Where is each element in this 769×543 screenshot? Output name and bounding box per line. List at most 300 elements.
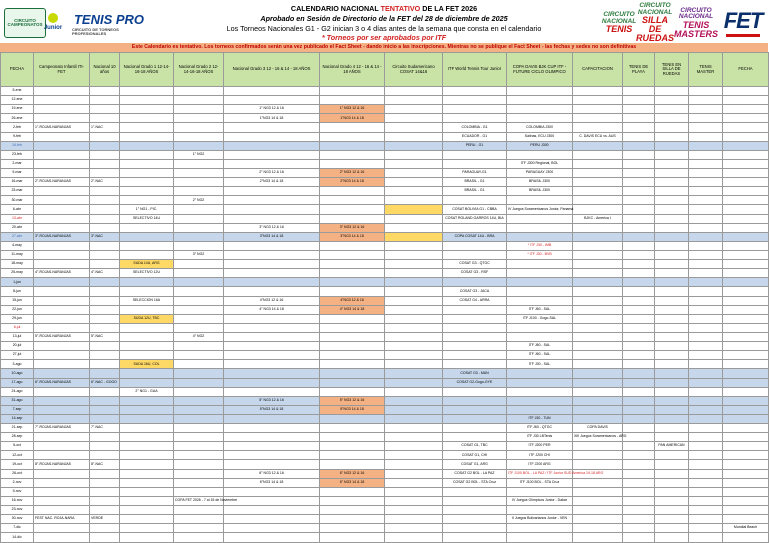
table-cell xyxy=(623,414,655,423)
table-cell xyxy=(385,332,443,341)
table-cell xyxy=(623,387,655,396)
table-row xyxy=(1,323,769,332)
table-cell xyxy=(34,506,90,515)
table-cell xyxy=(507,533,573,543)
calendar-title: CALENDARIO NACIONAL TENTATIVO DE LA FET 2026 xyxy=(290,4,478,13)
table-cell xyxy=(655,187,689,196)
table-cell xyxy=(655,387,689,396)
table-cell xyxy=(90,241,120,250)
table-cell xyxy=(90,469,120,478)
table-cell xyxy=(320,515,385,524)
table-cell xyxy=(573,524,623,533)
table-cell xyxy=(443,433,507,442)
tennis-ball-icon xyxy=(48,13,58,23)
table-cell: 4°-NAC xyxy=(90,269,120,278)
table-cell: 3° NG3 12 & 16 xyxy=(224,223,320,232)
table-cell xyxy=(174,524,224,533)
table-cell xyxy=(507,232,573,241)
table-cell xyxy=(723,360,769,369)
table-row xyxy=(1,387,769,396)
table-cell xyxy=(573,278,623,287)
table-cell: 1°-NAC xyxy=(90,123,120,132)
column-header: Nacional 10 años xyxy=(90,53,120,87)
table-cell: COSAT G1, TBC xyxy=(443,442,507,451)
table-cell xyxy=(623,451,655,460)
table-cell xyxy=(224,378,320,387)
table-cell xyxy=(120,524,174,533)
tenis-masters-logo: CIRCUITO NACIONAL TENIS MASTERS xyxy=(674,6,719,39)
table-cell: 2°NG3 14 & 18 xyxy=(224,178,320,187)
table-row xyxy=(1,496,769,505)
table-cell xyxy=(385,250,443,259)
approval-line: Aprobado en Sesión de Directorio de la FET del 28 de diciembre de 2025 xyxy=(260,14,508,23)
table-cell xyxy=(120,451,174,460)
table-cell xyxy=(224,442,320,451)
table-cell xyxy=(120,87,174,96)
table-cell xyxy=(443,414,507,423)
table-cell xyxy=(689,123,723,132)
table-cell xyxy=(623,305,655,314)
table-cell xyxy=(224,159,320,168)
table-cell xyxy=(689,250,723,259)
table-cell xyxy=(655,296,689,305)
table-cell: 24-ago xyxy=(1,387,34,396)
table-cell: 7°-ROJAS-NARANJAS xyxy=(34,424,90,433)
table-cell xyxy=(90,314,120,323)
table-row xyxy=(1,533,769,543)
table-cell xyxy=(385,287,443,296)
column-header: ITF World Tennis Tour Junior xyxy=(443,53,507,87)
table-cell xyxy=(507,378,573,387)
table-cell: 2-mar xyxy=(1,159,34,168)
table-cell xyxy=(573,141,623,150)
table-cell xyxy=(655,496,689,505)
table-cell xyxy=(507,369,573,378)
table-row xyxy=(1,178,769,187)
table-cell xyxy=(385,187,443,196)
table-cell: 4° NG3 14 & 18 xyxy=(320,305,385,314)
table-row xyxy=(1,269,769,278)
table-cell xyxy=(623,214,655,223)
table-cell xyxy=(224,433,320,442)
table-cell xyxy=(507,323,573,332)
table-cell xyxy=(507,96,573,105)
table-cell xyxy=(224,515,320,524)
table-cell xyxy=(90,159,120,168)
table-cell xyxy=(623,96,655,105)
table-cell xyxy=(120,396,174,405)
table-cell xyxy=(507,269,573,278)
table-cell xyxy=(224,424,320,433)
table-cell xyxy=(385,378,443,387)
table-cell xyxy=(655,178,689,187)
table-cell xyxy=(573,378,623,387)
table-cell xyxy=(385,433,443,442)
table-cell: Mundial Beach xyxy=(723,524,769,533)
table-cell xyxy=(120,223,174,232)
table-cell xyxy=(120,141,174,150)
table-cell xyxy=(385,96,443,105)
table-cell xyxy=(174,123,224,132)
table-cell xyxy=(723,114,769,123)
table-cell xyxy=(320,387,385,396)
table-cell xyxy=(573,250,623,259)
table-cell xyxy=(224,369,320,378)
table-cell xyxy=(174,168,224,177)
table-cell xyxy=(120,460,174,469)
table-cell xyxy=(573,414,623,423)
table-cell xyxy=(655,114,689,123)
table-cell xyxy=(174,314,224,323)
table-cell xyxy=(689,360,723,369)
table-cell xyxy=(623,269,655,278)
table-cell: 6-jul xyxy=(1,323,34,332)
table-cell xyxy=(224,241,320,250)
table-cell: 13-jul xyxy=(1,332,34,341)
table-row xyxy=(1,342,769,351)
table-cell: COLOMBIA - G1 xyxy=(443,123,507,132)
table-cell xyxy=(623,105,655,114)
table-cell: COSAT G2 BOL - STA Cruz xyxy=(443,478,507,487)
table-cell xyxy=(655,132,689,141)
table-cell xyxy=(723,414,769,423)
table-cell xyxy=(689,205,723,214)
table-cell xyxy=(34,132,90,141)
table-cell xyxy=(723,132,769,141)
table-cell xyxy=(224,460,320,469)
table-cell xyxy=(90,214,120,223)
table-cell xyxy=(34,414,90,423)
table-cell xyxy=(655,159,689,168)
table-row xyxy=(1,451,769,460)
table-cell xyxy=(34,451,90,460)
table-cell xyxy=(90,369,120,378)
table-cell xyxy=(655,96,689,105)
table-cell xyxy=(689,287,723,296)
table-cell xyxy=(224,533,320,543)
table-cell xyxy=(507,487,573,496)
table-cell xyxy=(573,178,623,187)
table-cell xyxy=(120,478,174,487)
table-cell xyxy=(623,159,655,168)
table-row xyxy=(1,87,769,96)
table-cell xyxy=(320,524,385,533)
table-cell: 6-abr xyxy=(1,205,34,214)
table-cell: 29-jun xyxy=(1,314,34,323)
table-cell xyxy=(320,369,385,378)
table-cell xyxy=(655,214,689,223)
table-cell xyxy=(573,396,623,405)
table-cell xyxy=(689,396,723,405)
column-header: Circuito Sudamericano COSAT 14&16 xyxy=(385,53,443,87)
table-cell xyxy=(655,414,689,423)
table-cell: ITF J100 - Gogo-SAL xyxy=(507,314,573,323)
table-cell xyxy=(655,451,689,460)
table-cell xyxy=(224,96,320,105)
table-cell xyxy=(623,515,655,524)
table-cell xyxy=(723,396,769,405)
table-cell: PARAGUAY J300 xyxy=(507,168,573,177)
table-cell xyxy=(385,141,443,150)
table-cell: 7-sep xyxy=(1,405,34,414)
table-cell xyxy=(120,487,174,496)
table-cell xyxy=(34,214,90,223)
table-cell xyxy=(507,396,573,405)
table-cell: 2°-ROJAS-NARANJAS xyxy=(34,178,90,187)
table-cell: 13-abr xyxy=(1,214,34,223)
table-cell: COSAT G3 - QTGC xyxy=(443,260,507,269)
table-cell xyxy=(320,351,385,360)
table-cell xyxy=(385,123,443,132)
table-cell: ITF J100 BOL - LA PAZ / ITF Junior SUD America 19-18 ARG xyxy=(507,469,573,478)
table-cell xyxy=(120,351,174,360)
table-cell: 5° NG3 12 & 16 xyxy=(320,396,385,405)
table-cell: COSAT G3 - JACA xyxy=(443,287,507,296)
table-cell xyxy=(224,205,320,214)
table-cell xyxy=(120,241,174,250)
table-cell xyxy=(689,232,723,241)
table-cell: 5-oct xyxy=(1,442,34,451)
table-cell xyxy=(385,515,443,524)
table-cell xyxy=(689,196,723,205)
table-cell: II Juegos Bolivarianos Junior - VEN xyxy=(507,515,573,524)
table-cell: 12-ene xyxy=(1,96,34,105)
table-cell xyxy=(34,141,90,150)
table-cell: 18-may xyxy=(1,260,34,269)
table-cell xyxy=(90,496,120,505)
table-cell xyxy=(320,342,385,351)
table-row xyxy=(1,214,769,223)
table-cell xyxy=(174,214,224,223)
table-cell xyxy=(385,460,443,469)
table-cell: COPA FET 2026 - 7 al 15 de Noviembre xyxy=(174,496,224,505)
table-cell xyxy=(224,87,320,96)
table-cell: BRASIL J300 xyxy=(507,178,573,187)
table-cell xyxy=(90,250,120,259)
table-cell xyxy=(224,278,320,287)
table-cell xyxy=(385,178,443,187)
table-cell xyxy=(320,424,385,433)
table-cell xyxy=(689,496,723,505)
table-cell xyxy=(90,387,120,396)
table-cell xyxy=(689,342,723,351)
table-cell xyxy=(723,323,769,332)
table-cell xyxy=(443,332,507,341)
table-cell xyxy=(174,132,224,141)
table-cell xyxy=(507,150,573,159)
table-row xyxy=(1,278,769,287)
table-cell: COSAT G4 - ARRA xyxy=(443,296,507,305)
table-cell: 4°-ROJAS-NARANJAS xyxy=(34,269,90,278)
table-cell xyxy=(90,524,120,533)
table-row xyxy=(1,487,769,496)
table-cell xyxy=(689,296,723,305)
table-cell xyxy=(723,196,769,205)
table-cell xyxy=(723,387,769,396)
table-cell xyxy=(723,232,769,241)
table-cell xyxy=(723,214,769,223)
table-cell xyxy=(689,442,723,451)
table-cell xyxy=(689,187,723,196)
table-cell xyxy=(689,451,723,460)
table-cell: COSAT BOLIVIA G1 - CBBA xyxy=(443,205,507,214)
table-cell xyxy=(120,305,174,314)
table-cell: 9-nov xyxy=(1,487,34,496)
table-cell xyxy=(655,241,689,250)
table-cell: 3°NG3 14 & 18 xyxy=(320,232,385,241)
table-cell xyxy=(34,433,90,442)
table-cell xyxy=(320,460,385,469)
table-cell xyxy=(90,351,120,360)
table-row xyxy=(1,414,769,423)
table-cell xyxy=(385,442,443,451)
table-cell: 9-mar xyxy=(1,168,34,177)
table-cell xyxy=(623,332,655,341)
table-cell xyxy=(623,442,655,451)
table-cell xyxy=(573,323,623,332)
table-cell xyxy=(120,369,174,378)
table-cell: 2-feb xyxy=(1,123,34,132)
table-cell xyxy=(90,105,120,114)
table-cell xyxy=(174,442,224,451)
table-cell xyxy=(174,396,224,405)
table-cell xyxy=(573,150,623,159)
table-cell xyxy=(623,196,655,205)
table-cell xyxy=(655,278,689,287)
table-cell: VERDE xyxy=(90,515,120,524)
table-cell xyxy=(623,205,655,214)
table-cell xyxy=(385,496,443,505)
table-cell xyxy=(655,123,689,132)
table-cell: 11-may xyxy=(1,250,34,259)
table-row xyxy=(1,506,769,515)
table-cell xyxy=(34,369,90,378)
table-cell xyxy=(443,524,507,533)
table-cell xyxy=(385,269,443,278)
table-cell xyxy=(723,223,769,232)
table-cell: 2° NG1 - GUA xyxy=(120,387,174,396)
table-cell xyxy=(573,515,623,524)
table-cell xyxy=(573,114,623,123)
table-cell xyxy=(655,460,689,469)
table-cell xyxy=(120,187,174,196)
table-cell xyxy=(723,442,769,451)
table-cell xyxy=(573,168,623,177)
table-cell: 6°-ROJAS-NARANJAS xyxy=(34,378,90,387)
table-row xyxy=(1,232,769,241)
table-cell xyxy=(320,332,385,341)
table-row xyxy=(1,168,769,177)
table-row xyxy=(1,515,769,524)
table-cell xyxy=(689,305,723,314)
table-cell xyxy=(623,132,655,141)
table-cell xyxy=(623,287,655,296)
table-cell xyxy=(623,260,655,269)
table-cell xyxy=(689,241,723,250)
table-cell: BRASIL - G1 xyxy=(443,187,507,196)
table-cell xyxy=(34,150,90,159)
table-cell: 1°NG3 14 & 18 xyxy=(224,114,320,123)
table-cell xyxy=(120,278,174,287)
table-cell xyxy=(573,260,623,269)
column-header: FECHA xyxy=(1,53,34,87)
table-cell xyxy=(385,296,443,305)
table-cell xyxy=(120,533,174,543)
table-cell xyxy=(224,260,320,269)
table-cell xyxy=(573,332,623,341)
table-cell xyxy=(507,524,573,533)
table-cell xyxy=(573,105,623,114)
table-row xyxy=(1,314,769,323)
table-cell xyxy=(385,396,443,405)
table-cell xyxy=(385,232,443,241)
table-cell xyxy=(224,214,320,223)
table-cell xyxy=(120,469,174,478)
table-cell xyxy=(174,105,224,114)
table-cell xyxy=(224,123,320,132)
table-row xyxy=(1,150,769,159)
table-cell xyxy=(507,105,573,114)
table-row xyxy=(1,396,769,405)
table-cell xyxy=(120,132,174,141)
table-cell xyxy=(573,87,623,96)
table-cell xyxy=(623,168,655,177)
table-cell xyxy=(385,342,443,351)
table-cell xyxy=(224,314,320,323)
table-cell xyxy=(723,351,769,360)
table-cell xyxy=(723,378,769,387)
table-cell xyxy=(224,351,320,360)
table-cell: 1°NG3 14 & 18 xyxy=(320,114,385,123)
table-cell xyxy=(623,278,655,287)
table-cell xyxy=(443,150,507,159)
table-cell xyxy=(385,487,443,496)
table-cell: 6° NG3 12 & 16 xyxy=(224,469,320,478)
table-cell xyxy=(573,187,623,196)
table-cell xyxy=(689,159,723,168)
table-cell: C. DAVIS ECU vs. AUS xyxy=(573,132,623,141)
table-cell xyxy=(385,524,443,533)
table-cell: 27-jul xyxy=(1,351,34,360)
table-cell xyxy=(90,260,120,269)
table-cell xyxy=(623,424,655,433)
table-cell xyxy=(689,387,723,396)
table-cell xyxy=(443,424,507,433)
table-cell xyxy=(174,287,224,296)
table-cell: 3° NG2 xyxy=(174,250,224,259)
table-cell: BRASIL J300 xyxy=(507,187,573,196)
column-header: CAPACITACION xyxy=(573,53,623,87)
table-cell xyxy=(34,305,90,314)
table-cell xyxy=(443,323,507,332)
table-cell xyxy=(573,241,623,250)
table-cell xyxy=(385,369,443,378)
table-cell xyxy=(623,150,655,159)
table-cell: 1° NG1 - PIC. xyxy=(120,205,174,214)
table-cell xyxy=(623,469,655,478)
table-cell xyxy=(623,351,655,360)
table-cell xyxy=(689,214,723,223)
table-cell xyxy=(385,150,443,159)
table-cell xyxy=(174,405,224,414)
table-cell: ITF J200 PER xyxy=(507,442,573,451)
table-cell xyxy=(443,114,507,123)
table-cell: 5°NG3 14 & 18 xyxy=(320,405,385,414)
table-cell xyxy=(90,487,120,496)
table-cell: FEST NAC. ROJA-NARA xyxy=(34,515,90,524)
table-cell xyxy=(34,478,90,487)
table-cell xyxy=(623,141,655,150)
